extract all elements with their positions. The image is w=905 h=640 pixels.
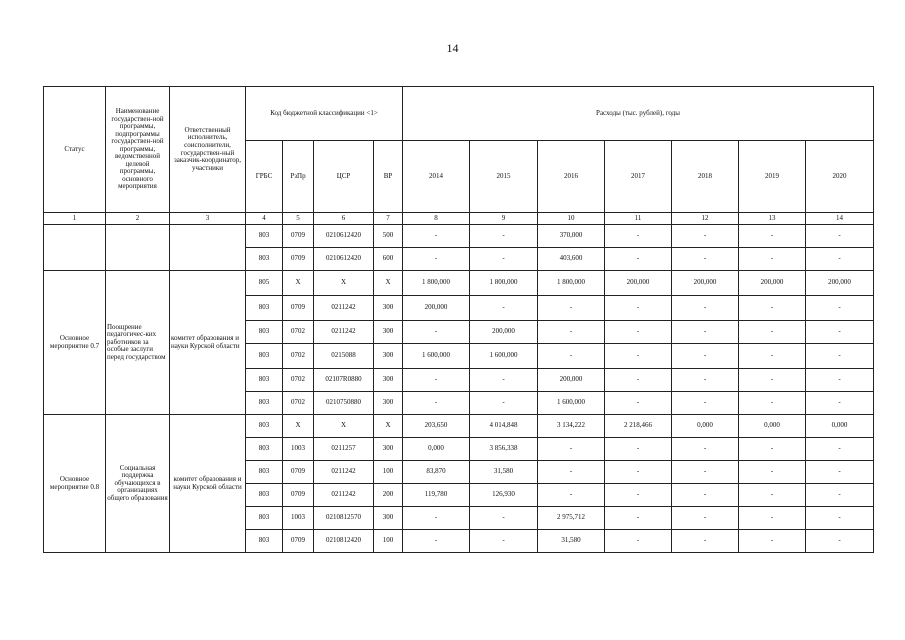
- table-cell: -: [538, 321, 605, 344]
- table-cell: X: [314, 415, 374, 438]
- table-row: [44, 225, 874, 248]
- table-cell: -: [806, 530, 874, 553]
- table-cell: -: [605, 344, 672, 369]
- table-cell: -: [403, 507, 470, 530]
- table-cell: -: [739, 344, 806, 369]
- table-cell: 3 134,222: [538, 415, 605, 438]
- table-cell: 0709: [283, 530, 314, 553]
- table-cell: -: [672, 369, 739, 392]
- table-cell: 803: [246, 461, 283, 484]
- table-cell: 1 800,000: [403, 271, 470, 296]
- table-cell: -: [403, 321, 470, 344]
- header-year: 2020: [806, 141, 874, 213]
- table-cell: 4 014,848: [470, 415, 538, 438]
- program-name-cell: [106, 225, 170, 271]
- table-cell: 0210750880: [314, 392, 374, 415]
- table-cell: 0702: [283, 321, 314, 344]
- table-cell: -: [538, 484, 605, 507]
- table-cell: -: [739, 225, 806, 248]
- table-cell: 500: [374, 225, 403, 248]
- table-cell: 803: [246, 344, 283, 369]
- column-number: 12: [672, 213, 739, 225]
- table-cell: 200,000: [403, 296, 470, 321]
- table-cell: 0709: [283, 248, 314, 271]
- table-cell: 300: [374, 438, 403, 461]
- table-cell: -: [672, 248, 739, 271]
- table-cell: 803: [246, 321, 283, 344]
- table-cell: -: [605, 507, 672, 530]
- column-number: 10: [538, 213, 605, 225]
- header-year: 2014: [403, 141, 470, 213]
- table-cell: -: [403, 369, 470, 392]
- table-cell: -: [605, 392, 672, 415]
- table-cell: 0709: [283, 296, 314, 321]
- table-cell: X: [283, 271, 314, 296]
- program-name-cell: Социальная поддержка обучающихся в организациях общего образования: [106, 415, 170, 553]
- table-cell: 0709: [283, 484, 314, 507]
- column-number: 6: [314, 213, 374, 225]
- column-number: 1: [44, 213, 106, 225]
- table-cell: 0709: [283, 461, 314, 484]
- table-cell: 0211242: [314, 321, 374, 344]
- table-cell: 803: [246, 507, 283, 530]
- table-cell: -: [739, 484, 806, 507]
- header-year: 2016: [538, 141, 605, 213]
- table-cell: 803: [246, 438, 283, 461]
- table-cell: -: [806, 296, 874, 321]
- table-cell: -: [672, 392, 739, 415]
- table-cell: -: [672, 438, 739, 461]
- table-cell: -: [672, 507, 739, 530]
- status-cell: [44, 225, 106, 271]
- table-cell: 300: [374, 296, 403, 321]
- table-cell: X: [314, 271, 374, 296]
- table-cell: 200,000: [605, 271, 672, 296]
- table-cell: 0210812570: [314, 507, 374, 530]
- table-cell: -: [605, 248, 672, 271]
- table-cell: 0210812420: [314, 530, 374, 553]
- table-cell: -: [470, 392, 538, 415]
- table-cell: 200: [374, 484, 403, 507]
- table-cell: 02107R0880: [314, 369, 374, 392]
- table-cell: 126,930: [470, 484, 538, 507]
- column-number: 9: [470, 213, 538, 225]
- column-number: 13: [739, 213, 806, 225]
- table-cell: -: [403, 530, 470, 553]
- table-cell: 0702: [283, 344, 314, 369]
- table-cell: 1003: [283, 438, 314, 461]
- column-number: 14: [806, 213, 874, 225]
- table-cell: -: [739, 248, 806, 271]
- table-cell: 0210612420: [314, 248, 374, 271]
- table-cell: 100: [374, 530, 403, 553]
- header-year: 2018: [672, 141, 739, 213]
- header-year: 2015: [470, 141, 538, 213]
- table-cell: 370,000: [538, 225, 605, 248]
- header-year: 2017: [605, 141, 672, 213]
- table-cell: -: [806, 392, 874, 415]
- table-cell: X: [374, 271, 403, 296]
- table-cell: 83,870: [403, 461, 470, 484]
- table-cell: 1 600,000: [538, 392, 605, 415]
- table-cell: 200,000: [806, 271, 874, 296]
- table-cell: -: [806, 344, 874, 369]
- table-cell: -: [605, 369, 672, 392]
- table-cell: -: [739, 369, 806, 392]
- table-cell: -: [806, 225, 874, 248]
- table-cell: 100: [374, 461, 403, 484]
- table-cell: 0,000: [672, 415, 739, 438]
- table-cell: 0702: [283, 369, 314, 392]
- column-number: 7: [374, 213, 403, 225]
- table-cell: -: [806, 321, 874, 344]
- status-cell: Основное мероприятие 0.7: [44, 271, 106, 415]
- budget-table: [43, 86, 874, 553]
- table-cell: 1 800,000: [470, 271, 538, 296]
- table-cell: -: [538, 344, 605, 369]
- table-cell: -: [605, 296, 672, 321]
- table-cell: 600: [374, 248, 403, 271]
- table-cell: -: [403, 248, 470, 271]
- table-cell: 1 600,000: [470, 344, 538, 369]
- table-cell: 300: [374, 369, 403, 392]
- table-cell: -: [672, 461, 739, 484]
- header-grbs: ГРБС: [246, 141, 283, 213]
- table-cell: 803: [246, 369, 283, 392]
- table-cell: -: [538, 296, 605, 321]
- column-number: 4: [246, 213, 283, 225]
- header-program-name: Наименование государствен-ной программы, подпрограммы государствен-ной программы, ведомственной целевой программы, основного мероприятия: [106, 87, 170, 213]
- table-cell: 200,000: [470, 321, 538, 344]
- column-number: 2: [106, 213, 170, 225]
- table-cell: 203,650: [403, 415, 470, 438]
- header-rzpr: РзПр: [283, 141, 314, 213]
- table-cell: 200,000: [672, 271, 739, 296]
- table-cell: -: [806, 461, 874, 484]
- table-cell: 0210612420: [314, 225, 374, 248]
- table-cell: -: [672, 296, 739, 321]
- table-cell: 0211242: [314, 296, 374, 321]
- header-vr: ВР: [374, 141, 403, 213]
- table-cell: -: [806, 507, 874, 530]
- table-cell: 803: [246, 248, 283, 271]
- table-cell: -: [605, 461, 672, 484]
- table-cell: -: [739, 392, 806, 415]
- table-row: [44, 271, 874, 296]
- column-number: 11: [605, 213, 672, 225]
- table-cell: -: [739, 321, 806, 344]
- table-cell: 0,000: [806, 415, 874, 438]
- table-cell: 0211242: [314, 484, 374, 507]
- executor-cell: комитет образования и науки Курской области: [170, 271, 246, 415]
- table-cell: 2 975,712: [538, 507, 605, 530]
- table-cell: 803: [246, 225, 283, 248]
- table-cell: 0702: [283, 392, 314, 415]
- column-number-row: [44, 213, 874, 225]
- executor-cell: [170, 225, 246, 271]
- header-executor: Ответственный исполнитель, соисполнители, государствен-ный заказчик-координатор, участники: [170, 87, 246, 213]
- table-cell: 200,000: [538, 369, 605, 392]
- table-cell: 0,000: [739, 415, 806, 438]
- table-cell: 0211257: [314, 438, 374, 461]
- table-cell: 403,600: [538, 248, 605, 271]
- program-name-cell: Поощрение педагогичес-ких работников за особые заслуги перед государством: [106, 271, 170, 415]
- table-cell: 0,000: [403, 438, 470, 461]
- table-cell: 803: [246, 392, 283, 415]
- table-cell: -: [403, 392, 470, 415]
- table-cell: -: [403, 225, 470, 248]
- table-cell: 300: [374, 507, 403, 530]
- table-cell: -: [806, 484, 874, 507]
- table-cell: -: [739, 296, 806, 321]
- page-number: 14: [446, 41, 459, 55]
- table-cell: -: [470, 225, 538, 248]
- table-cell: 3 856,338: [470, 438, 538, 461]
- table-cell: -: [806, 369, 874, 392]
- table-cell: 300: [374, 392, 403, 415]
- status-cell: Основное мероприятие 0.8: [44, 415, 106, 553]
- header-status: Статус: [44, 87, 106, 213]
- table-cell: X: [374, 415, 403, 438]
- table-cell: 200,000: [739, 271, 806, 296]
- table-cell: -: [470, 296, 538, 321]
- table-cell: 1003: [283, 507, 314, 530]
- table-cell: -: [605, 321, 672, 344]
- table-cell: -: [739, 438, 806, 461]
- table-cell: 803: [246, 530, 283, 553]
- table-cell: -: [538, 461, 605, 484]
- table-cell: -: [672, 321, 739, 344]
- table-cell: -: [470, 248, 538, 271]
- table-cell: 119,780: [403, 484, 470, 507]
- table-cell: 803: [246, 415, 283, 438]
- table-cell: -: [470, 530, 538, 553]
- table-cell: 31,580: [470, 461, 538, 484]
- table-cell: 300: [374, 344, 403, 369]
- table-cell: -: [806, 438, 874, 461]
- table-cell: 1 600,000: [403, 344, 470, 369]
- table-cell: 31,580: [538, 530, 605, 553]
- column-number: 5: [283, 213, 314, 225]
- table-row: [44, 415, 874, 438]
- table-cell: -: [739, 461, 806, 484]
- column-number: 3: [170, 213, 246, 225]
- table-cell: -: [605, 484, 672, 507]
- table-cell: -: [672, 484, 739, 507]
- table-cell: -: [605, 438, 672, 461]
- table-cell: -: [672, 344, 739, 369]
- table-cell: 805: [246, 271, 283, 296]
- table-cell: -: [538, 438, 605, 461]
- table-cell: -: [739, 507, 806, 530]
- table-cell: 0211242: [314, 461, 374, 484]
- table-cell: 803: [246, 484, 283, 507]
- header-csr: ЦСР: [314, 141, 374, 213]
- table-cell: -: [672, 530, 739, 553]
- header-year: 2019: [739, 141, 806, 213]
- table-cell: -: [806, 248, 874, 271]
- table-cell: 2 218,466: [605, 415, 672, 438]
- table-cell: -: [470, 369, 538, 392]
- column-number: 8: [403, 213, 470, 225]
- table-cell: 0215088: [314, 344, 374, 369]
- table-cell: 0709: [283, 225, 314, 248]
- header-code-group: Код бюджетной классификации <1>: [246, 87, 403, 141]
- table-cell: 300: [374, 321, 403, 344]
- table-cell: -: [605, 225, 672, 248]
- table-cell: X: [283, 415, 314, 438]
- table-cell: 803: [246, 296, 283, 321]
- header-expenses-group: Расходы (тыс. рублей), годы: [403, 87, 874, 141]
- executor-cell: комитет образования и науки Курской области: [170, 415, 246, 553]
- table-cell: -: [739, 530, 806, 553]
- table-cell: -: [605, 530, 672, 553]
- table-cell: -: [672, 225, 739, 248]
- table-cell: 1 800,000: [538, 271, 605, 296]
- table-cell: -: [470, 507, 538, 530]
